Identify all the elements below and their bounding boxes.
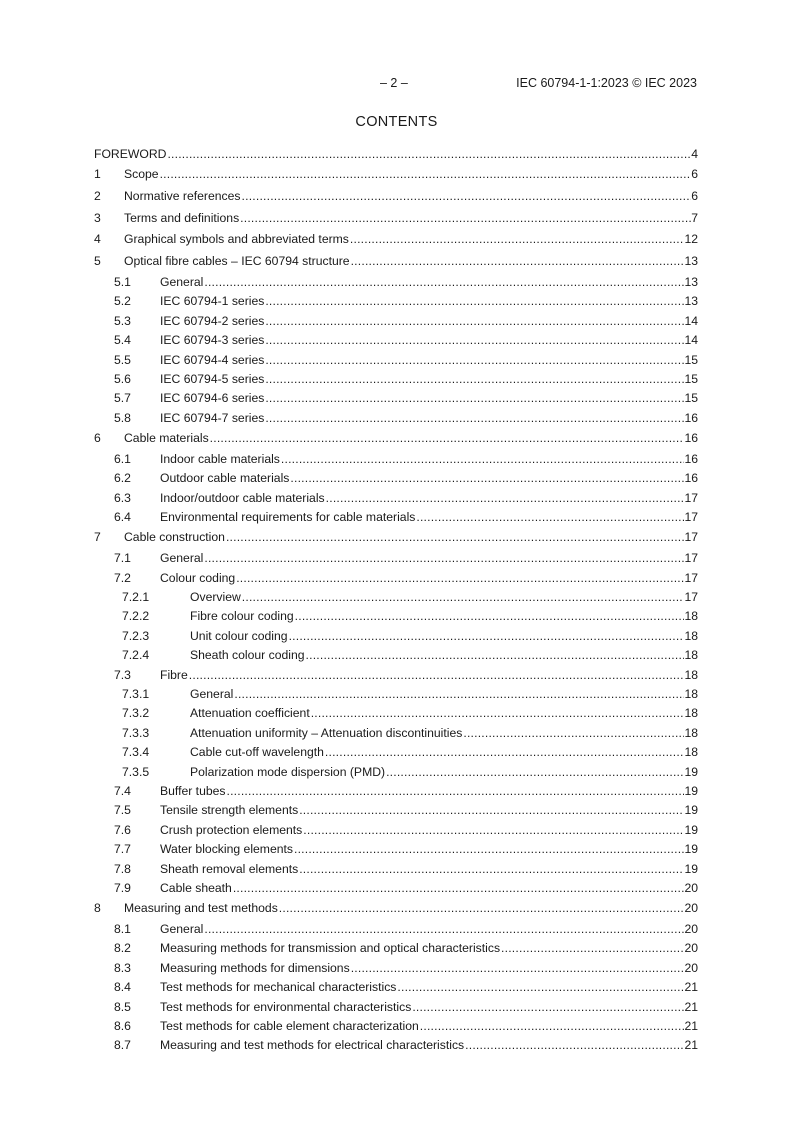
dot-leader [278, 898, 685, 920]
toc-entry-title: Overview [190, 590, 241, 605]
toc-entry-title: Test methods for mechanical characteristics [160, 980, 397, 995]
dot-leader [241, 588, 685, 607]
toc-entry-title: Measuring and test methods [124, 901, 278, 916]
toc-entry-title: IEC 60794-4 series [160, 352, 265, 367]
toc-entry-page: 16 [684, 451, 698, 466]
toc-entry-title: Attenuation coefficient [190, 706, 310, 721]
toc-entry-title: FOREWORD [94, 147, 167, 161]
toc-entry-line [160, 860, 698, 879]
toc-entry[interactable] [94, 428, 698, 450]
toc-entry-title: IEC 60794-2 series [160, 313, 265, 328]
toc-entry-title: Terms and definitions [124, 210, 240, 225]
dot-leader [293, 840, 684, 859]
toc-entry[interactable] [94, 607, 698, 626]
toc-entry-number: 5.3 [114, 313, 131, 328]
toc-entry[interactable] [94, 879, 698, 898]
dot-leader [305, 646, 685, 665]
toc-entry-line [124, 428, 698, 450]
toc-entry-title: Tensile strength elements [160, 803, 299, 818]
toc-entry-line [160, 666, 698, 685]
toc-entry[interactable] [94, 588, 698, 607]
toc-entry-title: Test methods for cable element characterization [160, 1019, 419, 1034]
toc-entry-number: 7.2.4 [122, 648, 150, 663]
dot-leader [233, 685, 684, 704]
toc-entry-line [124, 527, 698, 549]
toc-entry-line [124, 898, 698, 920]
toc-entry-page: 18 [684, 687, 698, 701]
toc-entry-page: 18 [684, 667, 698, 682]
dot-leader [419, 1017, 685, 1036]
toc-entry-number: 4 [94, 232, 101, 247]
toc-entry-line [160, 331, 698, 350]
toc-entry-title: Environmental requirements for cable materials [160, 510, 416, 525]
toc-entry-title: Measuring methods for dimensions [160, 960, 350, 975]
toc-entry-line [190, 588, 698, 607]
toc-entry-line [160, 469, 698, 488]
toc-entry[interactable] [94, 569, 698, 588]
toc-entry-line [160, 840, 698, 859]
toc-entry-line [160, 782, 698, 801]
toc-entry-line [124, 208, 698, 230]
toc-entry-line [160, 978, 698, 997]
dot-leader [188, 666, 685, 685]
toc-entry-number: 8.6 [114, 1019, 131, 1034]
toc-entry-line [190, 607, 698, 626]
toc-entry-title: Sheath colour coding [190, 648, 305, 663]
toc-entry-title: Cable construction [124, 530, 225, 545]
toc-entry-title: General [160, 274, 204, 289]
toc-entry-line [160, 1036, 698, 1055]
toc-entry[interactable] [94, 840, 698, 859]
dot-leader [226, 782, 685, 801]
toc-entry[interactable] [94, 351, 698, 370]
dot-leader [411, 998, 684, 1017]
toc-entry-page: 20 [684, 922, 698, 937]
toc-entry-page: 16 [684, 410, 698, 425]
toc-entry-page: 16 [684, 431, 698, 446]
toc-entry[interactable] [94, 549, 698, 568]
toc-entry-title: Cable materials [124, 431, 209, 446]
toc-entry-page: 7 [691, 210, 698, 225]
toc-entry[interactable] [94, 273, 698, 292]
toc-entry-number: 5.2 [114, 294, 131, 309]
toc-entry-line [160, 292, 698, 311]
toc-entry-page: 17 [684, 570, 698, 585]
toc-entry[interactable] [94, 704, 698, 723]
toc-entry-line [160, 351, 698, 370]
toc-entry-line [160, 920, 698, 939]
toc-entry-title: Unit colour coding [190, 628, 288, 643]
toc-entry-title: Outdoor cable materials [160, 471, 290, 486]
toc-entry-title: Water blocking elements [160, 842, 293, 857]
toc-entry-number: 8.7 [114, 1038, 131, 1053]
toc-entry-page: 18 [684, 628, 698, 643]
toc-entry-line [160, 821, 698, 840]
toc-entry-page: 15 [684, 352, 698, 367]
toc-entry-title: IEC 60794-3 series [160, 333, 265, 348]
dot-leader [235, 569, 684, 588]
toc-entry-line [160, 389, 698, 408]
toc-entry-line [160, 1017, 698, 1036]
toc-entry-page: 19 [684, 803, 698, 818]
document-identifier: IEC 60794-1-1:2023 © IEC 2023 [516, 76, 697, 90]
toc-entry-line [160, 569, 698, 588]
toc-entry-line [160, 312, 698, 331]
toc-entry[interactable] [94, 508, 698, 527]
toc-entry-number: 7.2.2 [122, 609, 150, 624]
toc-entry-page: 4 [691, 147, 698, 161]
toc-entry-title: Cable cut-off wavelength [190, 745, 324, 760]
toc-entry-page: 21 [684, 999, 698, 1014]
toc-entry-number: 6.1 [114, 451, 131, 466]
toc-entry-title: Crush protection elements [160, 822, 303, 837]
toc-entry-number: 3 [94, 210, 101, 225]
toc-entry-number: 5.6 [114, 371, 131, 386]
toc-entry-line [124, 186, 698, 208]
dot-leader [462, 724, 684, 743]
toc-entry-page: 19 [684, 861, 698, 876]
toc-entry-title: IEC 60794-7 series [160, 410, 265, 425]
toc-entry-line [124, 164, 698, 186]
toc-entry-title: Measuring and test methods for electrical characteristics [160, 1038, 465, 1053]
toc-entry-page: 20 [684, 960, 698, 975]
toc-entry[interactable] [94, 186, 698, 208]
dot-leader [225, 527, 684, 549]
toc-entry[interactable] [94, 998, 698, 1017]
toc-entry-number: 8.3 [114, 960, 131, 975]
toc-entry-title: IEC 60794-5 series [160, 371, 265, 386]
toc-entry-page: 20 [684, 941, 698, 956]
dot-leader [500, 939, 684, 958]
toc-entry-line [190, 743, 698, 762]
toc-entry-page: 18 [684, 725, 698, 740]
toc-entry-line [160, 370, 698, 389]
toc-entry-number: 1 [94, 167, 101, 181]
toc-entry-line [160, 489, 698, 508]
toc-entry-line [160, 959, 698, 978]
dot-leader [280, 450, 685, 469]
toc-entry-page: 6 [691, 167, 698, 181]
dot-leader [264, 312, 684, 331]
toc-entry-title: Fibre [160, 667, 188, 682]
toc-entry-page: 17 [684, 530, 698, 545]
toc-entry-number: 5.7 [114, 391, 131, 406]
toc-entry[interactable] [94, 920, 698, 939]
toc-entry-line [160, 549, 698, 568]
toc-entry[interactable] [94, 450, 698, 469]
toc-entry-number: 6.2 [114, 471, 131, 486]
dot-leader [294, 607, 685, 626]
dot-leader [350, 959, 685, 978]
toc-entry-title: Fibre colour coding [190, 609, 294, 624]
dot-leader [203, 273, 684, 292]
dot-leader [264, 370, 684, 389]
toc-entry-line [94, 144, 698, 164]
dot-leader [232, 879, 685, 898]
toc-entry-title: Sheath removal elements [160, 861, 299, 876]
toc-entry-number: 7.2.1 [122, 590, 150, 605]
toc-entry-number: 8.4 [114, 980, 131, 995]
toc-entry-title: Indoor/outdoor cable materials [160, 490, 325, 505]
dot-leader [396, 978, 684, 997]
dot-leader [298, 860, 684, 879]
toc-entry-line [160, 450, 698, 469]
toc-entry-line [190, 627, 698, 646]
toc-entry-title: Measuring methods for transmission and optical characteristics [160, 941, 501, 956]
dot-leader [349, 229, 685, 251]
toc-entry-page: 21 [684, 1019, 698, 1034]
toc-entry-number: 8.1 [114, 922, 131, 937]
toc-entry-line [124, 251, 698, 273]
toc-entry-number: 8.2 [114, 941, 131, 956]
toc-entry-number: 7.2.3 [122, 628, 150, 643]
toc-entry-page: 13 [684, 254, 698, 269]
toc-entry-title: General [160, 922, 204, 937]
toc-entry-page: 19 [684, 764, 698, 779]
toc-entry[interactable] [94, 164, 698, 186]
toc-entry-page: 16 [684, 471, 698, 486]
toc-entry-title: Optical fibre cables – IEC 60794 structure [124, 254, 350, 269]
toc-entry[interactable] [94, 939, 698, 958]
toc-entry-page: 19 [684, 842, 698, 857]
toc-entry-number: 7 [94, 530, 101, 545]
toc-entry[interactable] [94, 743, 698, 762]
toc-entry-number: 7.1 [114, 551, 131, 566]
toc-entry-number: 7.2 [114, 570, 131, 585]
toc-entry[interactable] [94, 292, 698, 311]
dot-leader [325, 489, 685, 508]
dot-leader [302, 821, 684, 840]
dot-leader [289, 469, 684, 488]
toc-entry-line [160, 409, 698, 428]
dot-leader [350, 251, 685, 273]
toc-entry[interactable] [94, 331, 698, 350]
toc-entry-page: 15 [684, 391, 698, 406]
toc-entry-title: Polarization mode dispersion (PMD) [190, 764, 386, 779]
toc-entry[interactable] [94, 370, 698, 389]
toc-entry-title: General [160, 551, 204, 566]
toc-entry-number: 7.7 [114, 842, 131, 857]
toc-entry-page: 18 [684, 648, 698, 663]
toc-entry-title: Cable sheath [160, 880, 232, 895]
toc-entry-number: 8 [94, 901, 101, 916]
toc-entry-line [160, 879, 698, 898]
toc-entry-page: 21 [684, 1038, 698, 1053]
toc-entry-title: Colour coding [160, 570, 236, 585]
toc-entry-title: Indoor cable materials [160, 451, 280, 466]
toc-entry[interactable] [94, 978, 698, 997]
toc-entry[interactable] [94, 898, 698, 920]
toc-entry-number: 7.3.1 [122, 687, 150, 701]
toc-entry[interactable] [94, 1036, 698, 1055]
toc-entry[interactable] [94, 666, 698, 685]
toc-entry[interactable] [94, 409, 698, 428]
toc-entry-line [160, 801, 698, 820]
toc-entry-number: 5.8 [114, 410, 131, 425]
toc-entry[interactable] [94, 389, 698, 408]
toc-entry-page: 6 [691, 188, 698, 203]
toc-entry-title: Graphical symbols and abbreviated terms [124, 232, 349, 247]
page-number: – 2 – [380, 76, 408, 90]
dot-leader [203, 549, 684, 568]
dot-leader [264, 292, 684, 311]
toc-entry-title: IEC 60794-6 series [160, 391, 265, 406]
toc-entry[interactable] [94, 685, 698, 704]
toc-entry-number: 2 [94, 188, 101, 203]
toc-entry-page: 17 [684, 590, 698, 605]
toc-entry-line [190, 763, 698, 782]
toc-entry[interactable] [94, 251, 698, 273]
toc-entry-title: Buffer tubes [160, 783, 226, 798]
toc-entry-number: 7.3.3 [122, 725, 150, 740]
toc-entry-number: 6.4 [114, 510, 131, 525]
toc-entry-line [190, 724, 698, 743]
toc-entry[interactable] [94, 821, 698, 840]
toc-entry[interactable] [94, 763, 698, 782]
toc-entry-number: 7.3.5 [122, 764, 150, 779]
dot-leader [415, 508, 684, 527]
toc-entry-number: 7.8 [114, 861, 131, 876]
dot-leader [298, 801, 684, 820]
toc-entry-page: 13 [684, 274, 698, 289]
table-of-contents [94, 144, 698, 1056]
toc-entry-title: General [190, 687, 234, 701]
toc-entry-line [124, 229, 698, 251]
toc-entry-page: 17 [684, 490, 698, 505]
toc-entry-title: Attenuation uniformity – Attenuation discontinuities [190, 725, 463, 740]
toc-entry[interactable] [94, 646, 698, 665]
toc-entry-number: 8.5 [114, 999, 131, 1014]
toc-entry-page: 18 [684, 609, 698, 624]
dot-leader [288, 627, 685, 646]
toc-entry[interactable] [94, 208, 698, 230]
toc-entry[interactable] [94, 801, 698, 820]
toc-entry[interactable] [94, 489, 698, 508]
toc-entry[interactable] [94, 627, 698, 646]
toc-entry-line [190, 646, 698, 665]
dot-leader [324, 743, 685, 762]
toc-entry-number: 7.3.2 [122, 706, 150, 721]
dot-leader [159, 164, 692, 186]
toc-entry-number: 7.5 [114, 803, 131, 818]
dot-leader [385, 763, 684, 782]
toc-entry-number: 5 [94, 254, 101, 269]
toc-entry[interactable] [94, 229, 698, 251]
toc-title: CONTENTS [355, 114, 438, 130]
toc-entry-line [160, 998, 698, 1017]
toc-entry-page: 13 [684, 294, 698, 309]
toc-entry-page: 18 [684, 706, 698, 721]
toc-entry-page: 12 [684, 232, 698, 247]
toc-entry-page: 20 [684, 901, 698, 916]
dot-leader [209, 428, 685, 450]
toc-entry-line [160, 508, 698, 527]
toc-entry-page: 21 [684, 980, 698, 995]
toc-entry-line [190, 685, 698, 704]
toc-entry-number: 7.6 [114, 822, 131, 837]
dot-leader [203, 920, 684, 939]
toc-entry-title: Normative references [124, 188, 241, 203]
toc-entry-page: 14 [684, 333, 698, 348]
dot-leader [464, 1036, 684, 1055]
dot-leader [239, 208, 691, 230]
toc-entry[interactable] [94, 1017, 698, 1036]
toc-entry-number: 7.3 [114, 667, 131, 682]
toc-entry-page: 17 [684, 551, 698, 566]
toc-entry[interactable] [94, 782, 698, 801]
toc-entry[interactable] [94, 312, 698, 331]
dot-leader [241, 186, 692, 208]
toc-entry-number: 6.3 [114, 490, 131, 505]
toc-entry-number: 6 [94, 431, 101, 446]
toc-entry-number: 5.5 [114, 352, 131, 367]
page-header [0, 76, 793, 92]
toc-entry-number: 5.1 [114, 274, 131, 289]
toc-entry-number: 5.4 [114, 333, 131, 348]
toc-entry[interactable] [94, 860, 698, 879]
toc-entry-line [160, 939, 698, 958]
dot-leader [310, 704, 685, 723]
toc-entry[interactable] [94, 527, 698, 549]
toc-entry-page: 19 [684, 783, 698, 798]
toc-entry-page: 17 [684, 510, 698, 525]
toc-entry[interactable] [94, 144, 698, 164]
toc-entry-number: 7.3.4 [122, 745, 150, 760]
dot-leader [264, 409, 684, 428]
toc-entry-page: 15 [684, 371, 698, 386]
toc-entry[interactable] [94, 724, 698, 743]
toc-entry-number: 7.4 [114, 783, 131, 798]
dot-leader [264, 331, 684, 350]
toc-entry-line [160, 273, 698, 292]
dot-leader [264, 389, 684, 408]
dot-leader [166, 144, 691, 164]
toc-entry-title: Test methods for environmental characteristics [160, 999, 412, 1014]
toc-entry[interactable] [94, 959, 698, 978]
dot-leader [264, 351, 684, 370]
toc-entry-page: 18 [684, 745, 698, 760]
toc-entry[interactable] [94, 469, 698, 488]
toc-entry-number: 7.9 [114, 880, 131, 895]
toc-entry-page: 19 [684, 822, 698, 837]
toc-entry-title: IEC 60794-1 series [160, 294, 265, 309]
toc-entry-page: 20 [684, 880, 698, 895]
toc-entry-line [190, 704, 698, 723]
toc-entry-page: 14 [684, 313, 698, 328]
toc-entry-title: Scope [124, 167, 159, 181]
